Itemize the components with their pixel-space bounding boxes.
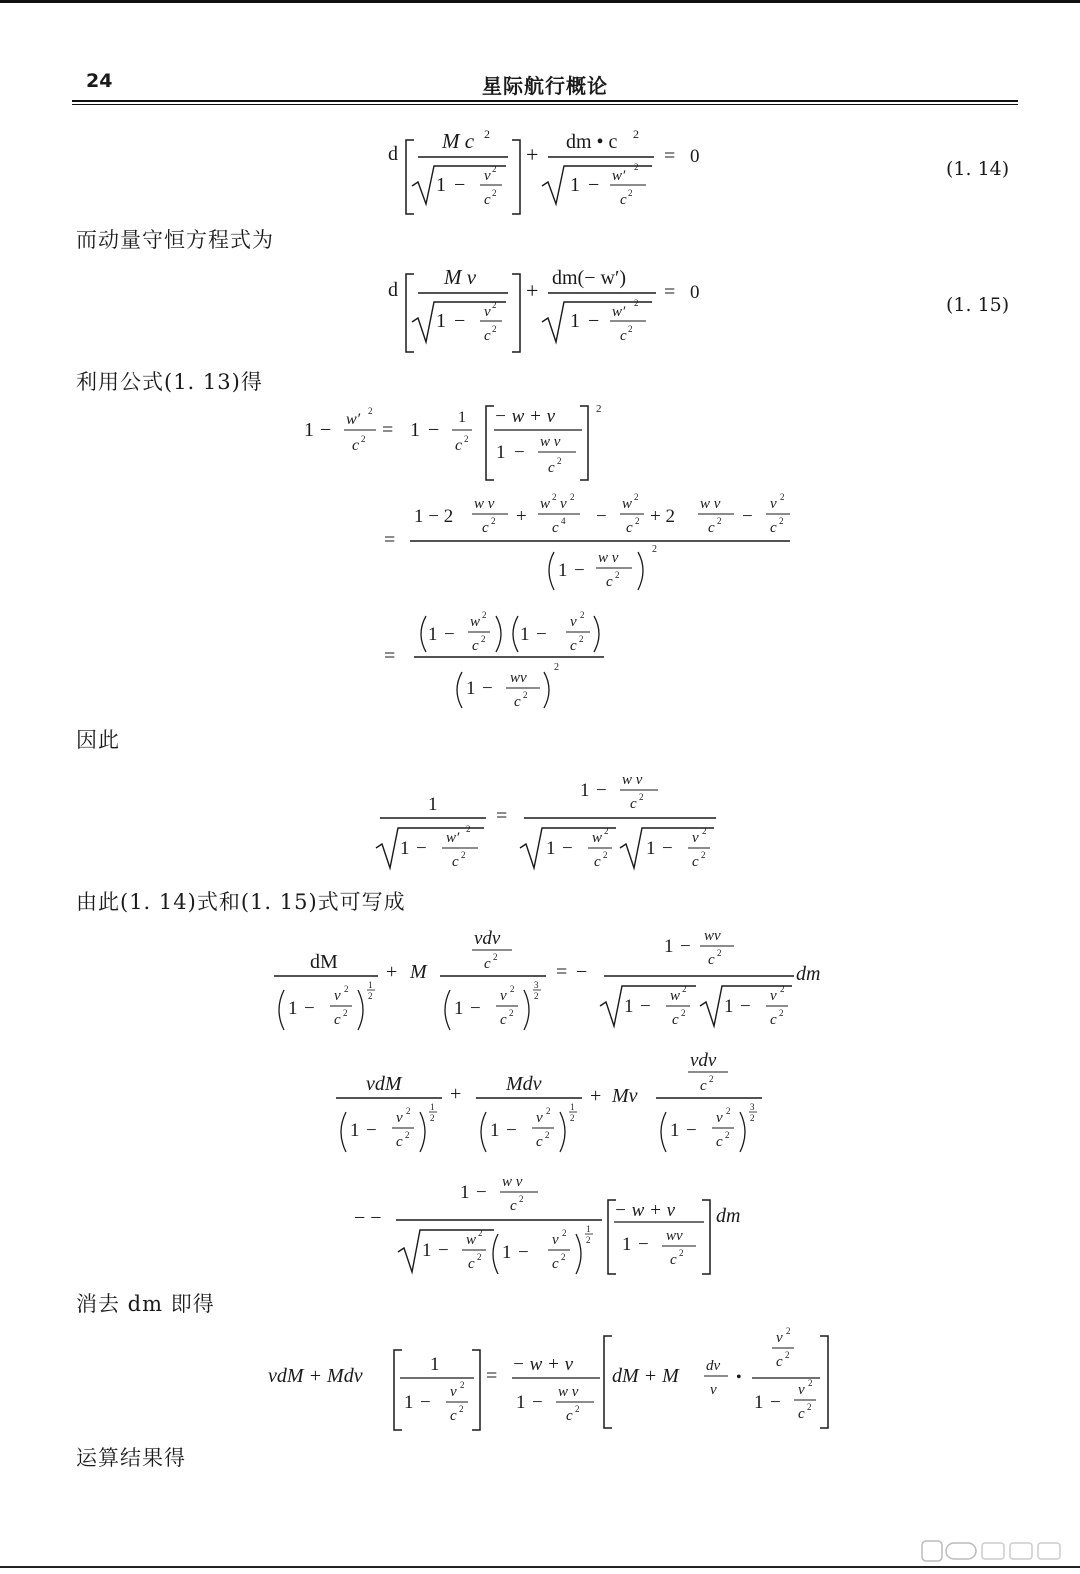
svg-text:1: 1 [428, 794, 438, 815]
svg-text:1: 1 [436, 174, 446, 196]
svg-text:c: c [776, 1354, 783, 1370]
svg-text:−: − [574, 560, 585, 581]
svg-text:w v: w v [502, 1174, 523, 1190]
svg-text:d: d [388, 279, 398, 301]
svg-text:1: 1 [404, 1392, 414, 1413]
svg-text:c: c [552, 1256, 559, 1272]
svg-text:v: v [484, 304, 491, 320]
svg-text:−: − [686, 1120, 697, 1141]
svg-text:2: 2 [534, 991, 539, 1001]
svg-text:c: c [352, 437, 360, 454]
weibo-toggle-icon [920, 1538, 1070, 1564]
svg-text:1: 1 [466, 678, 476, 699]
svg-text:−: − [476, 1182, 487, 1203]
svg-text:−: − [506, 1120, 517, 1141]
svg-text:1: 1 [570, 1102, 575, 1112]
rewrite-text: 由此(1. 14)式和(1. 15)式可写成 [76, 890, 406, 914]
svg-text:=: = [664, 281, 676, 303]
svg-text:2: 2 [464, 434, 469, 444]
svg-text:−: − [588, 310, 600, 332]
svg-text:1: 1 [520, 624, 530, 645]
svg-text:−: − [680, 936, 691, 957]
svg-text:v: v [716, 1110, 723, 1126]
svg-text:2: 2 [639, 792, 644, 802]
svg-text:−: − [596, 506, 607, 527]
svg-text:1: 1 [454, 998, 464, 1019]
svg-text:1: 1 [490, 1120, 500, 1141]
svg-text:2: 2 [717, 516, 722, 526]
svg-text:c: c [334, 1012, 341, 1028]
svg-text:−: − [640, 996, 651, 1017]
svg-text:=: = [486, 1365, 498, 1387]
svg-text:3: 3 [750, 1102, 755, 1112]
svg-text:c: c [536, 1134, 543, 1150]
svg-text:2: 2 [466, 824, 471, 834]
result-text: 运算结果得 [76, 1446, 186, 1470]
svg-text:w: w [540, 496, 551, 512]
svg-text:−: − [416, 838, 427, 859]
svg-text:2: 2 [430, 1113, 435, 1123]
svg-text:−: − [532, 1392, 543, 1413]
svg-text:c: c [708, 952, 715, 968]
svg-text:v: v [560, 496, 567, 512]
svg-text:0: 0 [690, 282, 700, 303]
svg-text:2: 2 [478, 1228, 483, 1238]
svg-text:w v: w v [700, 496, 721, 512]
svg-text:dm: dm [796, 963, 821, 985]
equation-number-1-15: (1. 15) [946, 294, 1010, 316]
svg-text:3: 3 [534, 980, 539, 990]
svg-text:−: − [454, 174, 466, 196]
svg-text:2: 2 [807, 1402, 812, 1412]
svg-text:w′: w′ [346, 411, 361, 428]
svg-text:2: 2 [343, 1008, 348, 1018]
svg-text:1: 1 [304, 419, 314, 441]
svg-text:2: 2 [477, 1252, 482, 1262]
svg-text:w: w [470, 614, 481, 630]
svg-text:−: − [588, 174, 600, 196]
svg-text:c: c [626, 520, 633, 536]
svg-text:2: 2 [580, 610, 585, 620]
svg-text:2: 2 [460, 1380, 465, 1390]
svg-text:−: − [514, 442, 525, 463]
svg-text:2: 2 [575, 1404, 580, 1414]
svg-text:M c: M c [442, 129, 475, 153]
momentum-intro-text: 而动量守恒方程式为 [76, 228, 274, 252]
svg-text:v: v [770, 496, 777, 512]
svg-text:1: 1 [570, 310, 580, 332]
svg-text:w: w [622, 496, 633, 512]
eliminate-text: 消去 dm 即得 [76, 1292, 215, 1316]
svg-text:1: 1 [410, 419, 420, 441]
svg-text:c: c [468, 1256, 475, 1272]
svg-text:M v: M v [444, 265, 477, 289]
svg-text:2: 2 [459, 1404, 464, 1414]
svg-text:c: c [798, 1406, 805, 1422]
svg-text:c: c [672, 1012, 679, 1028]
svg-text:c: c [708, 520, 715, 536]
svg-text:c: c [606, 574, 613, 590]
svg-text:v: v [710, 1382, 717, 1398]
svg-text:−: − [740, 996, 751, 1017]
svg-text:vdv: vdv [690, 1050, 717, 1071]
using-formula-text: 利用公式(1. 13)得 [76, 370, 263, 394]
svg-text:c: c [484, 192, 491, 208]
svg-text:+: + [516, 506, 527, 527]
svg-text:2: 2 [523, 690, 528, 700]
svg-text:w′: w′ [612, 168, 626, 184]
svg-text:c: c [450, 1408, 457, 1424]
svg-text:w v: w v [558, 1384, 579, 1400]
svg-text:1: 1 [368, 980, 373, 990]
svg-text:2: 2 [779, 516, 784, 526]
svg-text:1: 1 [670, 1120, 680, 1141]
svg-text:vdv: vdv [474, 928, 501, 949]
svg-text:−: − [420, 1392, 431, 1413]
svg-text:− −: − − [354, 1207, 382, 1229]
svg-text:wv: wv [666, 1228, 683, 1244]
svg-text:−: − [304, 998, 315, 1019]
svg-text:dv: dv [706, 1358, 721, 1374]
svg-text:2: 2 [344, 984, 349, 994]
svg-text:1: 1 [428, 624, 438, 645]
svg-text:1: 1 [430, 1354, 440, 1375]
svg-text:2: 2 [570, 492, 575, 502]
svg-text:1: 1 [558, 560, 568, 581]
svg-text:w′: w′ [612, 304, 626, 320]
svg-text:dM: dM [310, 951, 338, 973]
svg-text:+: + [590, 1085, 602, 1107]
svg-text:−: − [536, 624, 547, 645]
svg-text:− w + v: − w + v [512, 1354, 573, 1375]
svg-text:2: 2 [717, 948, 722, 958]
svg-text:2: 2 [561, 1252, 566, 1262]
svg-text:v: v [570, 614, 577, 630]
page-bottom-edge [0, 1566, 1080, 1568]
svg-text:+: + [386, 961, 398, 983]
svg-text:−: − [428, 419, 440, 441]
svg-text:w: w [670, 988, 681, 1004]
svg-text:2: 2 [682, 984, 687, 994]
svg-text:2: 2 [492, 188, 497, 198]
svg-text:c: c [770, 1012, 777, 1028]
svg-text:c: c [594, 854, 601, 870]
svg-text:2: 2 [779, 1008, 784, 1018]
svg-text:2: 2 [509, 1008, 514, 1018]
svg-text:−: − [662, 838, 673, 859]
svg-text:c: c [510, 1198, 517, 1214]
svg-text:2: 2 [635, 516, 640, 526]
svg-text:v: v [770, 988, 777, 1004]
svg-text:2: 2 [406, 1106, 411, 1116]
svg-text:Mdv: Mdv [506, 1073, 542, 1095]
svg-text:2: 2 [634, 298, 639, 308]
svg-text:− w + v: − w + v [614, 1200, 675, 1221]
svg-text:1: 1 [622, 1234, 632, 1255]
svg-text:1: 1 [754, 1392, 764, 1413]
svg-text:−: − [638, 1234, 649, 1255]
svg-text:−: − [576, 961, 588, 983]
svg-text:1 − 2: 1 − 2 [414, 506, 454, 527]
svg-text:1: 1 [502, 1242, 512, 1263]
svg-text:2: 2 [603, 850, 608, 860]
svg-text:− w + v: − w + v [494, 406, 555, 427]
svg-text:2: 2 [557, 456, 562, 466]
svg-text:w: w [466, 1232, 477, 1248]
svg-text:−: − [438, 1240, 449, 1261]
svg-text:1: 1 [570, 174, 580, 196]
svg-text:=: = [382, 419, 394, 441]
svg-text:c: c [630, 796, 637, 812]
svg-text:−: − [454, 310, 466, 332]
svg-text:c: c [620, 328, 627, 344]
svg-text:−: − [366, 1120, 377, 1141]
svg-text:2: 2 [405, 1130, 410, 1140]
svg-text:2: 2 [634, 162, 639, 172]
svg-text:M: M [410, 961, 427, 983]
svg-text:c: c [552, 520, 559, 536]
svg-text:2: 2 [780, 492, 785, 502]
running-title: 星际航行概论 [482, 74, 608, 98]
svg-text:vdM: vdM [366, 1073, 402, 1095]
svg-text:+: + [526, 278, 539, 303]
svg-text:c: c [620, 192, 627, 208]
svg-text:c: c [566, 1408, 573, 1424]
svg-text:1: 1 [460, 1182, 470, 1203]
svg-text:2: 2 [481, 634, 486, 644]
svg-text:−: − [742, 506, 753, 527]
svg-text:dm(− w′): dm(− w′) [552, 267, 626, 289]
svg-text:2: 2 [368, 406, 373, 416]
svg-text:−: − [482, 678, 493, 699]
svg-text:2: 2 [361, 434, 366, 444]
svg-text:2: 2 [679, 1248, 684, 1258]
svg-text:2: 2 [780, 984, 785, 994]
svg-text:1: 1 [580, 780, 590, 801]
svg-text:2: 2 [725, 1130, 730, 1140]
svg-text:−: − [596, 780, 607, 801]
svg-text:+ 2: + 2 [650, 506, 675, 527]
svg-text:2: 2 [545, 1130, 550, 1140]
svg-text:2: 2 [519, 1194, 524, 1204]
svg-text:2: 2 [681, 1008, 686, 1018]
svg-text:2: 2 [492, 164, 497, 174]
svg-text:1: 1 [458, 409, 466, 426]
svg-text:2: 2 [461, 850, 466, 860]
svg-text:c: c [482, 520, 489, 536]
svg-text:2: 2 [562, 1228, 567, 1238]
svg-text:Mv: Mv [612, 1085, 638, 1107]
svg-text:2: 2 [634, 492, 639, 502]
svg-text:c: c [514, 694, 521, 710]
svg-text:2: 2 [492, 324, 497, 334]
svg-text:1: 1 [624, 996, 634, 1017]
svg-text:2: 2 [702, 826, 707, 836]
svg-text:v: v [450, 1384, 457, 1400]
svg-text:=: = [384, 529, 396, 551]
svg-text:−: − [470, 998, 481, 1019]
svg-text:2: 2 [570, 1113, 575, 1123]
svg-text:2: 2 [604, 826, 609, 836]
svg-text:v: v [798, 1382, 805, 1398]
svg-text:2: 2 [586, 1235, 591, 1245]
svg-text:c: c [484, 956, 491, 972]
svg-text:+: + [450, 1083, 462, 1105]
svg-text:w: w [592, 830, 603, 846]
therefore-text: 因此 [76, 728, 120, 752]
svg-text:1: 1 [516, 1392, 526, 1413]
svg-text:w v: w v [474, 496, 495, 512]
svg-text:dM + M: dM + M [612, 1365, 679, 1387]
svg-text:=: = [384, 645, 396, 667]
svg-text:1: 1 [546, 838, 556, 859]
svg-text:2: 2 [615, 570, 620, 580]
svg-text:w v: w v [598, 550, 619, 566]
svg-text:2: 2 [785, 1350, 790, 1360]
svg-text:2: 2 [726, 1106, 731, 1116]
equation-number-1-14: (1. 14) [946, 158, 1010, 180]
page-number: 24 [86, 70, 113, 92]
svg-text:1: 1 [436, 310, 446, 332]
svg-text:2: 2 [552, 492, 557, 502]
svg-text:wv: wv [510, 670, 527, 686]
svg-text:0: 0 [690, 146, 700, 167]
svg-text:v: v [776, 1330, 783, 1346]
svg-text:c: c [770, 520, 777, 536]
svg-text:c: c [570, 638, 577, 654]
svg-text:2: 2 [491, 516, 496, 526]
svg-text:2: 2 [510, 984, 515, 994]
svg-text:2: 2 [554, 662, 559, 673]
svg-text:2: 2 [492, 300, 497, 310]
svg-text:1: 1 [724, 996, 734, 1017]
svg-text:v: v [552, 1232, 559, 1248]
svg-text:2: 2 [628, 188, 633, 198]
svg-text:2: 2 [750, 1113, 755, 1123]
svg-text:2: 2 [709, 1074, 714, 1084]
svg-text:2: 2 [596, 403, 602, 415]
svg-text:c: c [692, 854, 699, 870]
svg-text:c: c [716, 1134, 723, 1150]
svg-text:2: 2 [652, 544, 657, 555]
svg-text:2: 2 [579, 634, 584, 644]
svg-text:c: c [700, 1078, 707, 1094]
svg-text:1: 1 [586, 1224, 591, 1234]
svg-text:v: v [484, 168, 491, 184]
svg-text:c: c [452, 854, 459, 870]
svg-text:2: 2 [628, 324, 633, 334]
svg-text:−: − [444, 624, 455, 645]
svg-text:v: v [536, 1110, 543, 1126]
svg-text:c: c [396, 1134, 403, 1150]
svg-text:2: 2 [701, 850, 706, 860]
svg-text:c: c [484, 328, 491, 344]
svg-text:−: − [320, 419, 332, 441]
svg-text:2: 2 [368, 991, 373, 1001]
svg-text:w′: w′ [446, 830, 460, 846]
svg-text:c: c [455, 437, 463, 454]
svg-text:w v: w v [622, 772, 643, 788]
svg-text:=: = [496, 805, 508, 827]
svg-text:vdM + Mdv: vdM + Mdv [268, 1365, 363, 1387]
svg-text:v: v [692, 830, 699, 846]
svg-text:dm • c: dm • c [566, 131, 618, 153]
svg-text:−: − [770, 1392, 781, 1413]
svg-text:wv: wv [704, 928, 721, 944]
svg-text:1: 1 [496, 442, 506, 463]
svg-text:−: − [562, 838, 573, 859]
svg-text:−: − [518, 1242, 529, 1263]
svg-text:1: 1 [646, 838, 656, 859]
svg-text:2: 2 [493, 952, 498, 962]
svg-text:v: v [500, 988, 507, 1004]
svg-text:c: c [670, 1252, 677, 1268]
svg-text:1: 1 [288, 998, 298, 1019]
svg-text:c: c [472, 638, 479, 654]
svg-text:c: c [500, 1012, 507, 1028]
svg-text:+: + [526, 142, 539, 167]
svg-text:•: • [736, 1369, 742, 1386]
svg-text:1: 1 [422, 1240, 432, 1261]
svg-text:2: 2 [546, 1106, 551, 1116]
svg-text:2: 2 [786, 1326, 791, 1336]
svg-text:1: 1 [664, 936, 674, 957]
svg-text:2: 2 [484, 127, 490, 141]
svg-text:v: v [334, 988, 341, 1004]
svg-text:=: = [556, 961, 568, 983]
svg-text:4: 4 [561, 516, 566, 526]
svg-text:v: v [396, 1110, 403, 1126]
svg-text:c: c [548, 460, 555, 476]
svg-text:1: 1 [400, 838, 410, 859]
svg-text:1: 1 [350, 1120, 360, 1141]
svg-text:2: 2 [633, 127, 639, 141]
svg-text:dm: dm [716, 1205, 741, 1227]
svg-text:2: 2 [482, 610, 487, 620]
svg-text:1: 1 [430, 1102, 435, 1112]
svg-text:w v: w v [540, 434, 561, 450]
svg-text:d: d [388, 143, 398, 165]
svg-text:=: = [664, 145, 676, 167]
svg-text:2: 2 [808, 1378, 813, 1388]
